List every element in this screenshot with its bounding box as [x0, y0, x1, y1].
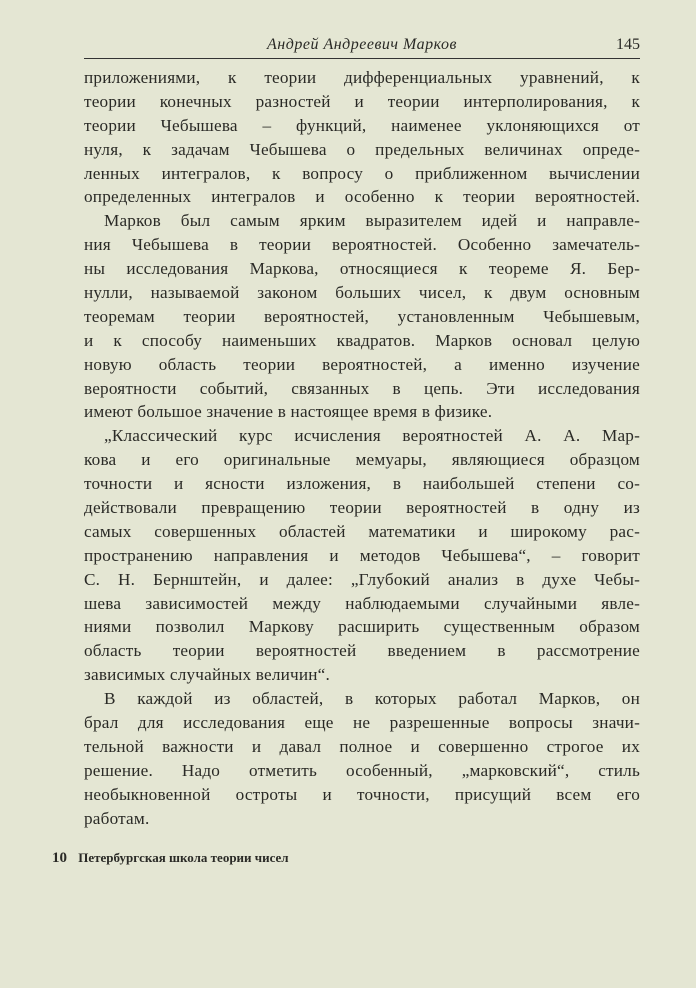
text-line: имеют большое значение в настоящее время в физике.	[84, 402, 493, 422]
text-line: приложениями, к теории дифференциальных уравнений, к	[84, 68, 640, 87]
signature-number: 10	[52, 850, 67, 866]
text-line: новую область теории вероятностей, а именно изучение	[84, 354, 640, 374]
text-line: Марков был самым ярким выразителем идей и направле-	[104, 211, 640, 231]
text-line: действовали превращению теории вероятностей в одну из	[84, 498, 640, 518]
text-line: ленных интегралов, к вопросу о приближенном вычислении	[84, 163, 640, 183]
text-line: необыкновенной остроты и точности, присущий всем его	[84, 784, 640, 804]
text-line: шева зависимостей между наблюдаемыми случайными явле-	[84, 593, 640, 613]
text-line: точности и ясности изложения, в наибольшей степени со-	[84, 474, 640, 494]
text-line: ны исследования Маркова, относящиеся к теореме Я. Бер-	[84, 259, 640, 279]
text-line: В каждой из областей, в которых работал Марков, он	[104, 689, 640, 709]
text-line: брал для исследования еще не разрешенные вопросы значи-	[84, 713, 640, 733]
running-head	[84, 34, 640, 59]
text-line: С. Н. Бернштейн, и далее: „Глубокий анализ в духе Чебы-	[84, 569, 640, 589]
text-line: нуля, к задачам Чебышева о предельных величинах опреде-	[84, 139, 640, 159]
page-number: 145	[616, 36, 640, 53]
text-line: работам.	[84, 808, 150, 828]
text-line: вероятности событий, связанных в цепь. Эти исследования	[84, 378, 640, 398]
text-line: теории конечных разностей и теории интерполирования, к	[84, 91, 640, 111]
text-line: и к способу наименьших квадратов. Марков основал целую	[84, 330, 640, 350]
text-line: кова и его оригинальные мемуары, являющиеся образцом	[84, 450, 640, 470]
text-line: решение. Надо отметить особенный, „марковский“, стиль	[84, 760, 640, 780]
text-line: самых совершенных областей математики и широкому рас-	[84, 521, 640, 541]
text-line: теоремам теории вероятностей, установленным Чебышевым,	[84, 306, 640, 326]
running-title: Андрей Андреевич Марков	[267, 36, 457, 53]
signature-text: Петербургская школа теории чисел	[78, 850, 289, 865]
text-line: ния Чебышева в теории вероятностей. Особенно замечатель-	[84, 235, 640, 255]
text-line: нулли, называемой законом больших чисел, к двум основным	[84, 283, 640, 303]
text-line: тельной важности и давал полное и совершенно строгое их	[84, 736, 640, 756]
text-line: ниями позволил Маркову расширить существенным образом	[84, 617, 640, 637]
text-line: пространению направления и методов Чебышева“, – говорит	[84, 545, 640, 565]
text-line: область теории вероятностей введением в рассмотрение	[84, 641, 640, 661]
text-line: теории Чебышева – функций, наименее уклоняющихся от	[84, 115, 640, 135]
text-line: определенных интегралов и особенно к теории вероятностей.	[84, 187, 640, 207]
text-line: „Классический курс исчисления вероятностей А. А. Мар-	[104, 426, 640, 446]
printer-signature	[52, 850, 289, 867]
body-text	[84, 66, 640, 831]
text-line: зависимых случайных величин“.	[84, 665, 330, 685]
